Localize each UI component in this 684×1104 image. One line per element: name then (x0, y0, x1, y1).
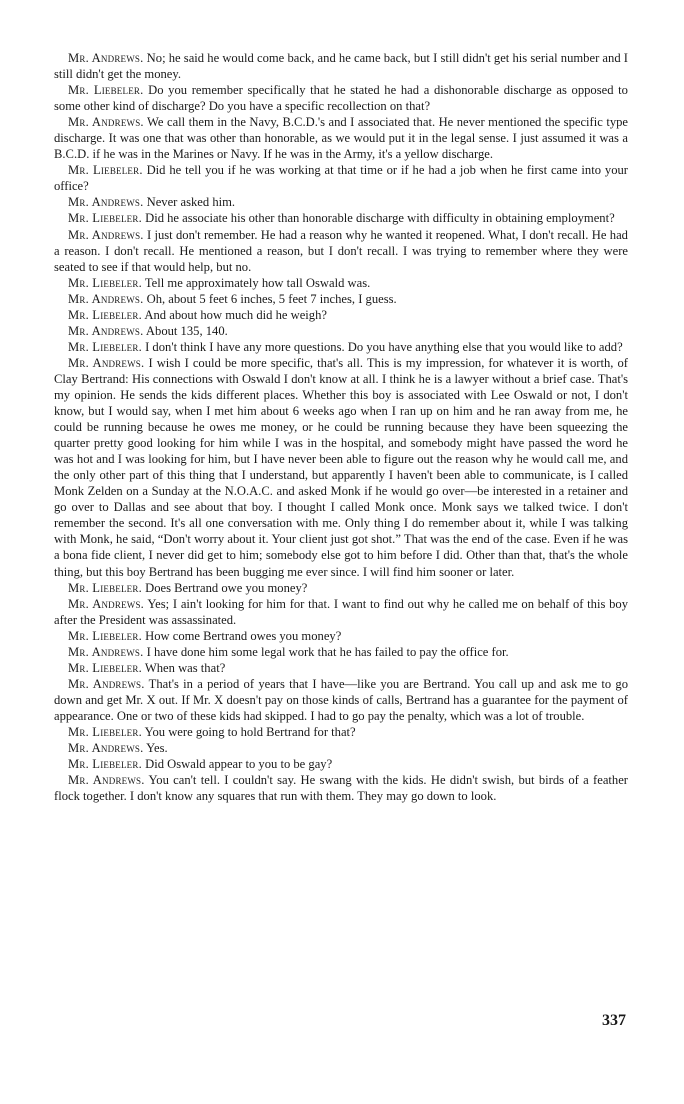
speaker-name: Mr. Andrews. (68, 741, 144, 756)
testimony-text: Never asked him. (146, 195, 236, 210)
transcript-paragraph (54, 210, 628, 226)
speaker-name: Mr. Liebeler. (68, 163, 143, 178)
speaker-name: Mr. Andrews. (68, 115, 144, 130)
transcript-paragraph (54, 660, 628, 676)
testimony-text: Tell me approximately how tall Oswald was. (144, 275, 371, 290)
speaker-name: Mr. Liebeler. (68, 580, 142, 595)
testimony-text: No; he said he would come back, and he came back, but I still didn't get his serial number and I still didn't get the money. (54, 51, 628, 82)
speaker-name: Mr. Liebeler. (68, 757, 142, 772)
speaker-name: Mr. Liebeler. (68, 724, 142, 739)
speaker-name: Mr. Liebeler. (68, 83, 144, 98)
testimony-text: Oh, about 5 feet 6 inches, 5 feet 7 inches, I guess. (146, 291, 397, 306)
speaker-name: Mr. Andrews. (68, 773, 145, 788)
transcript-paragraph (54, 339, 628, 355)
testimony-text: I have done him some legal work that he has failed to pay the office for. (146, 644, 509, 659)
speaker-name: Mr. Liebeler. (68, 628, 142, 643)
transcript-paragraph (54, 596, 628, 628)
transcript-paragraph (54, 628, 628, 644)
transcript-paragraph (54, 291, 628, 307)
transcript-paragraph (54, 355, 628, 580)
speaker-name: Mr. Andrews. (68, 676, 145, 691)
testimony-text: How come Bertrand owes you money? (145, 628, 342, 643)
speaker-name: Mr. Andrews. (68, 227, 144, 242)
transcript-paragraph (54, 50, 628, 82)
testimony-text: Yes. (146, 741, 168, 756)
testimony-text: We call them in the Navy, B.C.D.'s and I associated that. He never mentioned the specific type discharge. It was one that was other than honorable, as we would put it in the legal sense. I just assumed it was a B.C.D. if he was in the Marines or Navy. If he was in the Army, it's a yellow discharge. (54, 115, 628, 162)
speaker-name: Mr. Andrews. (68, 355, 145, 370)
testimony-text: Yes; I ain't looking for him for that. I want to find out why he called me on behalf of this boy after the President was assassinated. (54, 596, 628, 627)
transcript-paragraph (54, 114, 628, 162)
transcript-paragraph (54, 307, 628, 323)
speaker-name: Mr. Andrews. (68, 195, 144, 210)
testimony-text: Does Bertrand owe you money? (145, 580, 308, 595)
speaker-name: Mr. Andrews. (68, 51, 144, 65)
testimony-text: When was that? (144, 660, 226, 675)
testimony-text: Did he tell you if he was working at that time or if he had a job when he first came into your office? (54, 163, 628, 194)
transcript-paragraph (54, 644, 628, 660)
testimony-text: I wish I could be more specific, that's all. This is my impression, for whatever it is worth, of Clay Bertrand: His connections with Oswald I don't know at all. I think he is a lawyer without a brief case. That's my opinion. He sends the kids different places. Whether this boy is associated with Lee Oswald or not, I don't know, but I would say, when I met him about 6 weeks ago when I ran up on him and he ran away from me, he could be running because he owes me money, or he could be running because they have been squeezing the quarter pretty good looking for him while I was in the hospital, and somebody might have passed the word he was hot and I was looking for him, but I have never been able to figure out the reason why he would call me, and the only other part of this thing that I understand, but apparently I haven't been able to communicate, is I called Monk Zelden on a Sunday at the N.O.A.C. and asked Monk if he would go over—be interested in a retainer and go over to Dallas and see about that boy. I thought I called Monk once. Monk says we talked twice. I don't remember the second. It's all one conversation with me. Only thing I do remember about it, while I was talking with Monk, he said, “Don't worry about it. Your client just got shot.” That was the end of the case. Even if he was a bona fide client, I never did get to him; somebody else got to him before I did. Other than that, that's the whole thing, but this boy Bertrand has been bugging me ever since. I will find him sooner or later. (54, 355, 628, 579)
speaker-name: Mr. Liebeler. (68, 275, 142, 290)
testimony-text: You can't tell. I couldn't say. He swang with the kids. He didn't swish, but birds of a feather flock together. I don't know any squares that run with them. They may go down to look. (54, 773, 628, 804)
testimony-text: You were going to hold Bertrand for that? (144, 724, 356, 739)
speaker-name: Mr. Andrews. (68, 644, 144, 659)
transcript-paragraph (54, 194, 628, 210)
transcript-paragraph (54, 580, 628, 596)
testimony-text: Did he associate his other than honorable discharge with difficulty in obtaining employment? (145, 211, 615, 226)
testimony-text: And about how much did he weigh? (144, 307, 327, 322)
speaker-name: Mr. Andrews. (68, 596, 145, 611)
speaker-name: Mr. Liebeler. (68, 339, 142, 354)
speaker-name: Mr. Liebeler. (68, 211, 142, 226)
transcript-paragraph (54, 227, 628, 275)
speaker-name: Mr. Andrews. (68, 323, 144, 338)
testimony-text: I just don't remember. He had a reason why he wanted it reopened. What, I don't recall. He had a reason. I don't recall. He mentioned a reason, but I don't recall. I was trying to remember where they were seated to see if that would help, but no. (54, 227, 628, 274)
testimony-text: Do you remember specifically that he stated he had a dishonorable discharge as opposed to some other kind of discharge? Do you have a specific recollection on that? (54, 83, 628, 114)
transcript-paragraph (54, 724, 628, 740)
speaker-name: Mr. Liebeler. (68, 660, 142, 675)
transcript-paragraph (54, 323, 628, 339)
transcript-paragraph (54, 162, 628, 194)
speaker-name: Mr. Liebeler. (68, 307, 142, 322)
testimony-text: I don't think I have any more questions. Do you have anything else that you would like to add? (145, 339, 623, 354)
transcript-paragraph (54, 676, 628, 724)
transcript-paragraph (54, 82, 628, 114)
transcript-page (54, 50, 628, 804)
testimony-text: Did Oswald appear to you to be gay? (145, 757, 333, 772)
transcript-paragraph (54, 756, 628, 772)
speaker-name: Mr. Andrews. (68, 291, 144, 306)
transcript-paragraph (54, 275, 628, 291)
testimony-text: About 135, 140. (145, 323, 228, 338)
testimony-text: That's in a period of years that I have—like you are Bertrand. You call up and ask me to go down and get Mr. X out. If Mr. X doesn't pay on those kinds of calls, Bertrand has a guarantee for the payment of appearance. One or two of these kids had skipped. I had to go pay the penalty, which was a lot of trouble. (54, 676, 629, 723)
transcript-paragraph (54, 772, 628, 804)
page-number: 337 (602, 1012, 626, 1029)
transcript-paragraph (54, 740, 628, 756)
